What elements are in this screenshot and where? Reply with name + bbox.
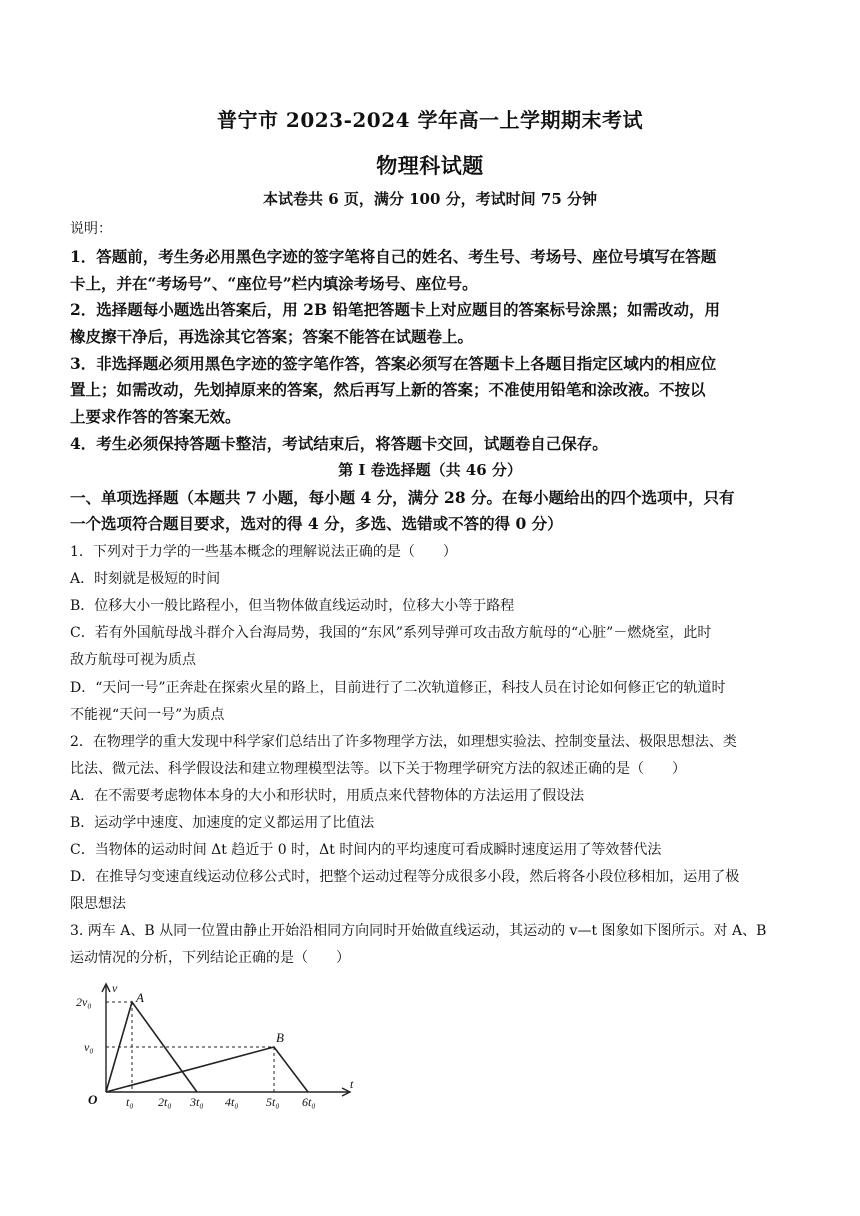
point-b-label: B <box>276 1030 284 1045</box>
question-3-stem-cont: 运动情况的分析，下列结论正确的是（ ） <box>70 950 350 966</box>
instruction-line: 2．选择题每小题选出答案后，用 2B 铅笔把答题卡上对应题目的答案标号涂黑；如需改动，用 <box>70 300 720 319</box>
y-axis-label: v <box>112 981 118 995</box>
question-2-option-a: A．在不需要考虑物体本身的大小和形状时，用质点来代替物体的方法运用了假设法 <box>70 788 585 804</box>
exam-info: 本试卷共 6 页，满分 100 分，考试时间 75 分钟 <box>263 190 597 208</box>
question-2-option-d: D．在推导匀变速直线运动位移公式时，把整个运动过程等分成很多小段，然后将各小段位移相加，运用了极 <box>70 869 740 885</box>
instruction-line: 4．考生必须保持答题卡整洁，考试结束后，将答题卡交回，试题卷自己保存。 <box>70 434 608 453</box>
question-2-stem: 2．在物理学的重大发现中科学家们总结出了许多物理学方法，如理想实验法、控制变量法、极限思想法、类 <box>70 734 737 750</box>
question-1-option-c: C．若有外国航母战斗群介入台海局势，我国的“东风”系列导弹可攻击敌方航母的“心脏”－燃烧室，此时 <box>70 625 712 641</box>
question-2-option-b: B．运动学中速度、加速度的定义都运用了比值法 <box>70 815 375 831</box>
instruction-line: 置上；如需改动，先划掉原来的答案，然后再写上新的答案；不准使用铅笔和涂改液。不按以 <box>70 380 706 399</box>
question-3-stem: 3. 两车 A、B 从同一位置由静止开始沿相同方向同时开始做直线运动，其运动的 v—t 图象如下图所示。对 A、B <box>70 923 767 939</box>
line-b <box>106 1047 308 1092</box>
instruction-line: 3．非选择题必须用黑色字迹的签字笔作答，答案必须写在答题卡上各题目指定区域内的相应位 <box>70 354 717 373</box>
vt-graph <box>70 980 360 1110</box>
origin-label: O <box>88 1092 98 1107</box>
question-1-option-d-cont: 不能视“天问一号”为质点 <box>70 707 225 723</box>
instructions-heading: 说明： <box>70 221 112 237</box>
question-1-stem: 1．下列对于力学的一些基本概念的理解说法正确的是（ ） <box>70 544 457 560</box>
x-axis-label: t <box>350 1077 354 1091</box>
subject-title: 物理科试题 <box>376 153 484 178</box>
question-2-option-c: C．当物体的运动时间 Δt 趋近于 0 时，Δt 时间内的平均速度可看成瞬时速度运用了等效替代法 <box>70 842 662 858</box>
x-tick-2t0: 2t₀ <box>158 1095 172 1109</box>
question-2-option-d-cont: 限思想法 <box>70 896 126 912</box>
x-tick-4t0: 4t₀ <box>225 1095 239 1109</box>
question-1-option-c-cont: 敌方航母可视为质点 <box>70 652 196 668</box>
instruction-line: 上要求作答的答案无效。 <box>70 407 241 426</box>
question-1-option-a: A．时刻就是极短的时间 <box>70 571 221 587</box>
exam-title: 普宁市 2023-2024 学年高一上学期期末考试 <box>216 108 644 132</box>
section-title: 第 I 卷选择题（共 46 分） <box>338 461 522 479</box>
instruction-line: 1．答题前，考生务必用黑色字迹的签字笔将自己的姓名、考生号、考场号、座位号填写在答题 <box>70 247 717 266</box>
question-2-stem-cont: 比法、微元法、科学假设法和建立物理模型法等。以下关于物理学研究方法的叙述正确的是（ ） <box>70 761 686 777</box>
x-tick-t0: t₀ <box>126 1095 134 1109</box>
point-a-label: A <box>136 990 144 1005</box>
y-tick-2v0: 2v₀ <box>76 995 92 1009</box>
instruction-line: 卡上，并在“考场号”、“座位号”栏内填涂考场号、座位号。 <box>70 274 478 293</box>
part-heading: 一、单项选择题（本题共 7 小题，每小题 4 分，满分 28 分。在每小题给出的四个选项中，只有 <box>70 488 735 507</box>
x-tick-5t0: 5t₀ <box>266 1095 280 1109</box>
line-a <box>106 1002 197 1092</box>
question-1-option-b: B．位移大小一般比路程小，但当物体做直线运动时，位移大小等于路程 <box>70 598 515 614</box>
x-tick-6t0: 6t₀ <box>302 1095 316 1109</box>
y-tick-v0: v₀ <box>84 1040 94 1054</box>
x-tick-3t0: 3t₀ <box>190 1095 204 1109</box>
part-heading: 一个选项符合题目要求，选对的得 4 分，多选、选错或不答的得 0 分） <box>70 514 563 533</box>
question-1-option-d: D．“天问一号”正奔赴在探索火星的路上，目前进行了二次轨道修正，科技人员在讨论如何修正它的轨道时 <box>70 680 726 696</box>
instruction-line: 橡皮擦干净后，再选涂其它答案；答案不能答在试题卷上。 <box>70 327 474 346</box>
